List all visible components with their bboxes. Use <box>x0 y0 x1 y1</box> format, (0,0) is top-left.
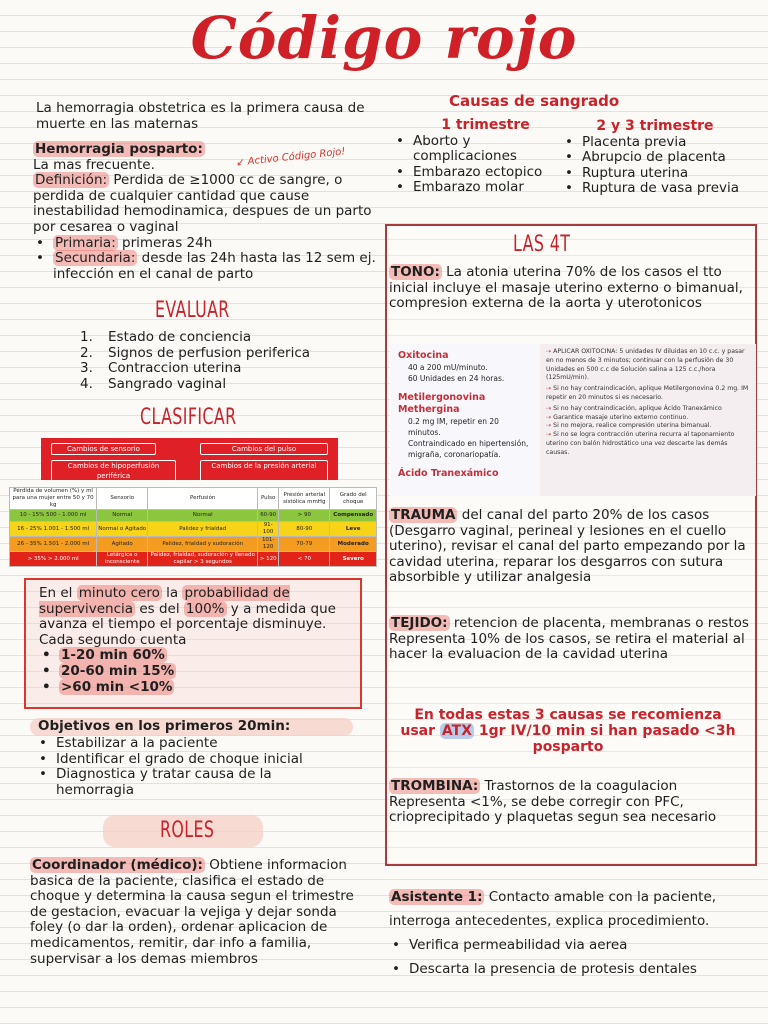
table-cell: Palidez, frialdad y sudoración <box>148 537 258 552</box>
table-header: Pérdida de volumen (%) y ml para una mujer entre 50 y 70 kg <box>10 488 97 510</box>
hl-supervivencia: probabilidad de supervivencia <box>39 585 290 617</box>
tono-label: TONO: <box>391 264 440 280</box>
clasificar-banner <box>41 438 338 480</box>
objetivos-list <box>36 736 346 798</box>
table-cell: > 90 <box>279 510 330 522</box>
med-metilergonovina: Metilergonovina Methergina <box>398 392 486 415</box>
t23-list <box>562 135 748 197</box>
list-item: 4. Sangrado vaginal <box>80 375 227 392</box>
table-cell: Palidez, frialdad, sudoración y llenado capilar > 3 segundos <box>148 552 258 567</box>
list-item: ⇢ Si no hay contraindicación, aplique Ácido Tranexámico <box>546 404 722 412</box>
objetivos-heading: Objetivos en los primeros 20min: <box>38 718 291 734</box>
table-cell: 70-79 <box>279 537 330 552</box>
table-cell: 80-90 <box>279 522 330 537</box>
tono-section <box>389 265 749 312</box>
table-row <box>10 537 377 552</box>
list-item: ⇢ Garantice masaje uterino externo continuo. <box>546 413 689 421</box>
intro-text: La hemorragia obstetrica es la primera causa de muerte en las maternas <box>36 100 365 132</box>
med-oxitocina: Oxitocina <box>398 350 449 361</box>
chip-pulso: Cambios del pulso <box>200 443 328 455</box>
atx-note: En todas estas 3 causas se recomienza usar ATX 1gr IV/10 min si han pasado <3h posparto <box>400 707 736 755</box>
table-cell: Normal <box>97 510 148 522</box>
roles-heading: ROLES <box>160 818 215 843</box>
annotation-text: Activo Código Rojo! <box>247 146 346 168</box>
tejido-desc2: Representa 10% de los casos, se retira el material al hacer la evaluacion de la cavidad uterina <box>389 630 745 663</box>
coord-desc: Obtiene informacion basica de la paciente, clasifica el estado de choque y determina la causa segun el trimestre de gestacion, evacuar la vejiga y dejar sonda foley (o dar la orden), ordenar aplicacion de medicamentos, remitir, dar info a familia, supervisar a los demas miembros <box>30 857 354 967</box>
coord-label: Coordinador (médico): <box>32 857 203 873</box>
list-item: • Ruptura uterina <box>562 166 748 182</box>
tejido-desc: retencion de placenta, membranas o restos <box>449 615 749 631</box>
item-text: Sangrado vaginal <box>108 375 227 392</box>
table-header: Grado del choque <box>330 488 377 510</box>
list-item: ⇢ Si no hay contraindicación, aplique Metilergonovina 0.2 mg. IM repetir en 20 minutos si es necesario. <box>546 385 749 401</box>
trauma-section <box>389 508 749 586</box>
shock-table <box>9 487 377 567</box>
list-item: • Abrupcio de placenta <box>562 150 748 166</box>
tono-desc: La atonia uterina 70% de los casos el tto inicial incluye el masaje uterino externo o bimanual, compresion externa de la aorta y uterotonicos <box>389 264 743 312</box>
clasificar-heading: CLASIFICAR <box>140 405 237 430</box>
page-title: Código rojo <box>190 4 578 72</box>
asist-desc: Contacto amable con la paciente, interroga antecedentes, explica procedimiento. <box>389 889 717 929</box>
arrow-icon: ⇢ <box>546 413 554 421</box>
list-item: ⇢ Si no mejora, realice compresión uterina bimanual. <box>546 422 712 430</box>
list-item: • 1-20 min 60% <box>39 648 347 664</box>
minuto-cero-text: En el minuto cero la probabilidad de supervivencia es del 100% y a medida que avanza el tiempo el porcentaje disminuye. Cada segundo cuenta <box>39 585 336 648</box>
med-names <box>390 344 540 496</box>
table-header: Presión arterial sistólica mmHg <box>279 488 330 510</box>
table-header: Perfusión <box>148 488 258 510</box>
arrow-icon: ⇢ <box>546 385 554 393</box>
table-cell: Compensado <box>330 510 377 522</box>
table-cell: < 70 <box>279 552 330 567</box>
chip-presion: Cambios de la presión arterial <box>200 460 328 482</box>
list-item: • Estabilizar a la paciente <box>36 736 346 752</box>
table-cell: 60-90 <box>258 510 279 522</box>
med-line: 60 Unidades en 24 horas. <box>408 374 505 383</box>
cuatro-t-heading: LAS 4T <box>513 232 571 257</box>
bullet-text: desde las 24h hasta las 12 sem ej. infección en el canal de parto <box>53 250 376 282</box>
list-item <box>33 251 378 282</box>
arrow-icon: ⇢ <box>546 431 554 439</box>
chip-sensorio: Cambios de sensorio <box>51 443 156 455</box>
def-label: Definición: <box>35 172 108 189</box>
asist-label: Asistente 1: <box>391 889 483 905</box>
table-cell: 16 - 25% 1.001 - 1.500 ml <box>10 522 97 537</box>
objetivos-heading-pill <box>30 718 353 736</box>
tejido-section <box>389 616 749 663</box>
list-item: • Aborto y complicaciones <box>393 134 578 165</box>
table-cell: Letárgica o inconsciente <box>97 552 148 567</box>
med-line: Contraindicado en hipertensión, <box>408 439 529 448</box>
t23-heading: 2 y 3 trimestre <box>596 118 714 134</box>
list-item: • Embarazo ectopico <box>393 165 578 181</box>
list-item: 3. Contraccion uterina <box>80 360 242 377</box>
asist-list <box>389 933 741 981</box>
med-line: 40 a 200 mU/minuto. <box>408 363 488 372</box>
arrow-icon: ⇢ <box>546 404 554 412</box>
list-item: • >60 min <10% <box>39 680 347 696</box>
table-cell: 91-100 <box>258 522 279 537</box>
bullet-label: Secundaria: <box>55 250 136 267</box>
trombina-desc: Trastornos de la coagulacion Representa <1%, se debe corregir con PFC, crioprecipitado y plaquetas segun sea necesario <box>389 778 717 826</box>
def-text: Perdida de ≥1000 cc de sangre, o perdida de cualquier cantidad que cause inestabilidad hemodinamica, despues de un parto por cesarea o vaginal <box>33 172 372 235</box>
table-cell: Normal o Agitado <box>97 522 148 537</box>
coordinador-text <box>30 858 366 967</box>
table-cell: 10 - 15% 500 - 1.000 ml <box>10 510 97 522</box>
minuto-cero-box <box>24 578 362 709</box>
table-cell: 101-120 <box>258 537 279 552</box>
item-text: Signos de perfusion periferica <box>108 344 311 361</box>
atx-highlight: ATX <box>441 723 472 739</box>
list-item: ⇢ APLICAR OXITOCINA: 5 unidades IV diluidas en 10 c.c. y pasar en no menos de 3 minutos; continuar con la perfusión de 30 Unidades en 500 c.c de Solución salina a 125 c.c./hora (125mU/min). <box>546 348 745 382</box>
hl-minuto: minuto cero <box>78 585 160 601</box>
list-item: • Placenta previa <box>562 135 748 151</box>
list-item: • 20-60 min 15% <box>39 664 347 680</box>
table-cell: 26 - 35% 1.501 - 2.000 ml <box>10 537 97 552</box>
hpp-section <box>33 142 378 282</box>
med-line: 0.2 mg IM, repetir en 20 minutos. <box>408 417 499 437</box>
evaluar-list <box>80 330 380 392</box>
arrow-icon: ⇢ <box>546 422 554 430</box>
annotation-arrow-icon: ↙ <box>235 156 246 169</box>
list-item: 1. Estado de conciencia <box>80 329 252 345</box>
item-text: Contraccion uterina <box>108 360 242 377</box>
table-row <box>10 522 377 537</box>
chip-hipoperfusion: Cambios de hipoperfusión periférica <box>51 460 176 482</box>
trauma-label: TRAUMA <box>391 507 456 523</box>
table-row <box>10 552 377 567</box>
hpp-bullets <box>33 236 378 283</box>
table-cell: Leve <box>330 522 377 537</box>
table-row <box>10 510 377 522</box>
table-header: Sensorio <box>97 488 148 510</box>
hl-100: 100% <box>185 600 225 617</box>
causas-heading: Causas de sangrado <box>449 92 620 110</box>
t1-heading: 1 trimestre <box>441 117 530 133</box>
evaluar-heading: EVALUAR <box>155 298 230 323</box>
list-item: • Identificar el grado de choque inicial <box>36 752 346 768</box>
trauma-desc: del canal del parto 20% de los casos (Desgarro vaginal, perineal y lesiones en el cuello uterino), revisar el canal del parto empezando por la cavidad uterina, reparar los desgarros con sutura absorbible y utilizar analgesia <box>389 507 746 586</box>
list-item: • Diagnostica y tratar causa de la hemorragia <box>36 767 346 798</box>
t1-list <box>393 134 578 196</box>
table-cell: Agitado <box>97 537 148 552</box>
list-item: ⇢ Si no se logra contracción uterina recurra al taponamiento uterino con balón hidrostático una vez descarte las demás causas. <box>546 431 735 456</box>
hpp-definition <box>33 173 378 235</box>
trombina-label: TROMBINA: <box>391 778 479 794</box>
med-line: migraña, coronariopatía. <box>408 450 501 459</box>
bullet-text: primeras 24h <box>117 234 213 251</box>
list-item: • Embarazo molar <box>393 180 578 196</box>
arrow-icon: ⇢ <box>546 348 554 355</box>
med-acido: Ácido Tranexámico <box>398 468 499 479</box>
med-panel <box>390 344 756 496</box>
bullet-label: Primaria: <box>55 234 116 251</box>
trombina-section <box>389 779 749 826</box>
list-item: • Verifica permeabilidad via aerea <box>389 933 741 957</box>
tejido-label: TEJIDO: <box>391 615 448 631</box>
med-steps <box>540 344 756 496</box>
list-item: 2. Signos de perfusion periferica <box>80 344 311 361</box>
table-cell: > 120 <box>258 552 279 567</box>
table-cell: > 35% > 2.000 ml <box>10 552 97 567</box>
table-cell: Palidez y frialdad <box>148 522 258 537</box>
list-item: • Ruptura de vasa previa <box>562 181 748 197</box>
table-cell: Severo <box>330 552 377 567</box>
asistente-section <box>389 885 741 981</box>
trimestre23-section <box>562 119 748 197</box>
table-cell: Moderado <box>330 537 377 552</box>
trimestre1-section <box>393 118 578 196</box>
list-item: • Descarta la presencia de protesis dentales <box>389 957 741 981</box>
list-item <box>33 236 378 252</box>
table-cell: Normal <box>148 510 258 522</box>
hpp-line1: La mas frecuente. <box>33 156 155 173</box>
table-header: Pulso <box>258 488 279 510</box>
hpp-heading: Hemorragia posparto: <box>35 141 203 157</box>
item-text: Estado de conciencia <box>108 329 252 345</box>
minuto-cero-bullets <box>39 648 347 695</box>
